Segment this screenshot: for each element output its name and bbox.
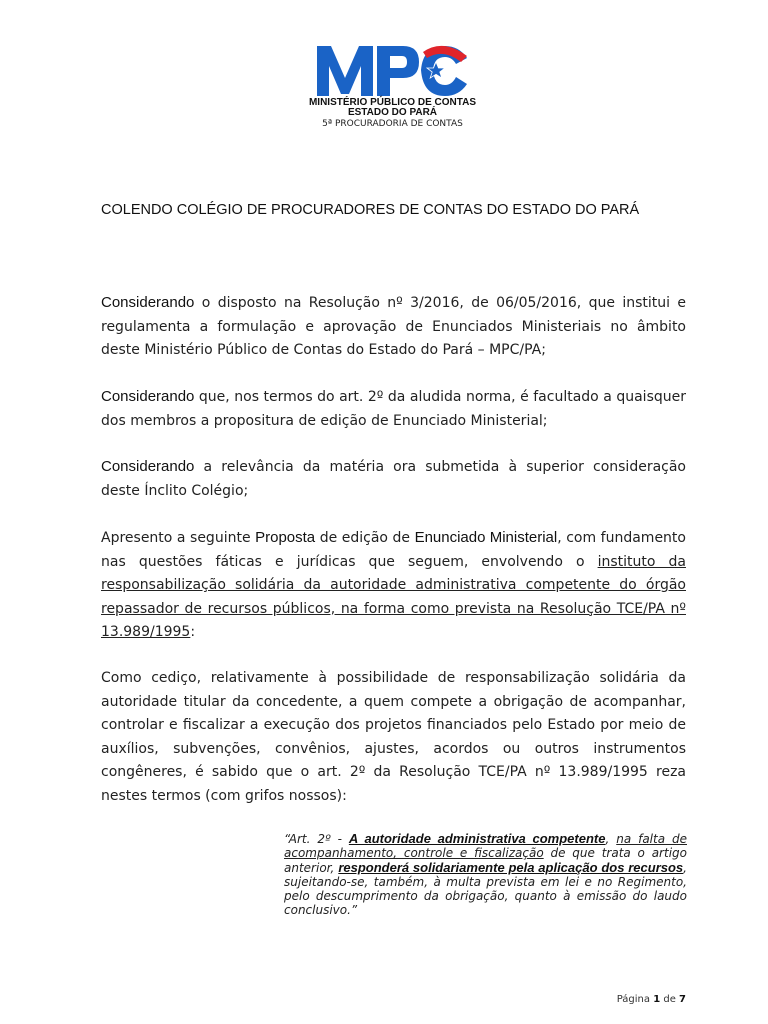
keyword-considerando: Considerando: [101, 294, 195, 311]
quote-text: “Art. 2º -: [284, 832, 349, 846]
mpc-logo: [315, 42, 471, 98]
footer-label: Página: [616, 994, 654, 1005]
keyword-proposta: Proposta: [255, 529, 316, 546]
footer-total-pages: 7: [679, 994, 686, 1005]
paragraph-text: que, nos termos do art. 2º da aludida norma, é facultado a quaisquer dos membros a propositura de edição de Enunciado Ministerial;: [101, 389, 686, 429]
quote-underlined: na falta de acompanhamento, controle e fiscalização: [284, 832, 687, 861]
keyword-enunciado: Enunciado Ministerial: [414, 529, 558, 546]
document-heading: COLENDO COLÉGIO DE PROCURADORES DE CONTAS DO ESTADO DO PARÁ: [101, 202, 640, 218]
quote-emphasis: responderá solidariamente pela aplicação dos recursos: [338, 859, 684, 875]
keyword-considerando: Considerando: [101, 458, 195, 475]
org-unit: 5ª PROCURADORIA DE CONTAS: [322, 119, 463, 129]
paragraph-1: [101, 291, 686, 363]
paragraph-text: a relevância da matéria ora submetida à superior consideração deste Ínclito Colégio;: [101, 459, 686, 499]
footer-of: de: [660, 994, 680, 1005]
paragraph-2: [101, 385, 686, 433]
quote-text: , sujeitando-se, também, à multa prevista em lei e no Regimento, pelo descumprimento da obrigação, quanto à emissão do laudo conclusivo.”: [284, 860, 687, 918]
keyword-considerando: Considerando: [101, 388, 195, 405]
paragraph-text: Apresento a seguinte: [101, 530, 256, 546]
paragraph-text: , com fundamento nas questões fáticas e jurídicas que seguem, envolvendo o: [101, 530, 686, 570]
paragraph-text: :: [190, 624, 196, 640]
quote-text: ,: [605, 832, 617, 846]
quote-text: de que trata o artigo anterior,: [284, 846, 687, 875]
letterhead: [300, 42, 485, 130]
org-name: MINISTÉRIO PÚBLICO DE CONTAS: [308, 97, 477, 108]
paragraph-3: [101, 455, 686, 503]
page-footer: [617, 994, 686, 1005]
quote-emphasis: A autoridade administrativa competente: [348, 831, 606, 846]
footer-current-page: 1: [653, 994, 661, 1005]
paragraph-text: de edição de: [315, 530, 415, 546]
paragraph-4: [101, 526, 686, 645]
paragraph-5: Como cediço, relativamente à possibilidade de responsabilização solidária da autoridade titular da concedente, a quem compete a obrigação de acompanhar, controlar e fiscalizar a execução dos projetos financiados pelo Estado por meio de auxílios, subvenções, convênios, ajustes, acordos ou outros instrumentos congêneres, é sabido que o art. 2º da Resolução TCE/PA nº 13.989/1995 reza nestes termos (com grifos nossos):: [101, 670, 686, 804]
org-state: ESTADO DO PARÁ: [347, 107, 438, 118]
paragraph-text: o disposto na Resolução nº 3/2016, de 06/05/2016, que institui e regulamenta a formulação e aprovação de Enunciados Ministeriais no âmbito deste Ministério Público de Contas do Estado do Pará – MPC/PA;: [101, 295, 686, 358]
underlined-text: instituto da responsabilização solidária da autoridade administrativa competente do órgão repassador de recursos públicos, na forma como prevista na Resolução TCE/PA nº 13.989/1995: [101, 553, 686, 640]
legal-quote: [284, 832, 687, 918]
